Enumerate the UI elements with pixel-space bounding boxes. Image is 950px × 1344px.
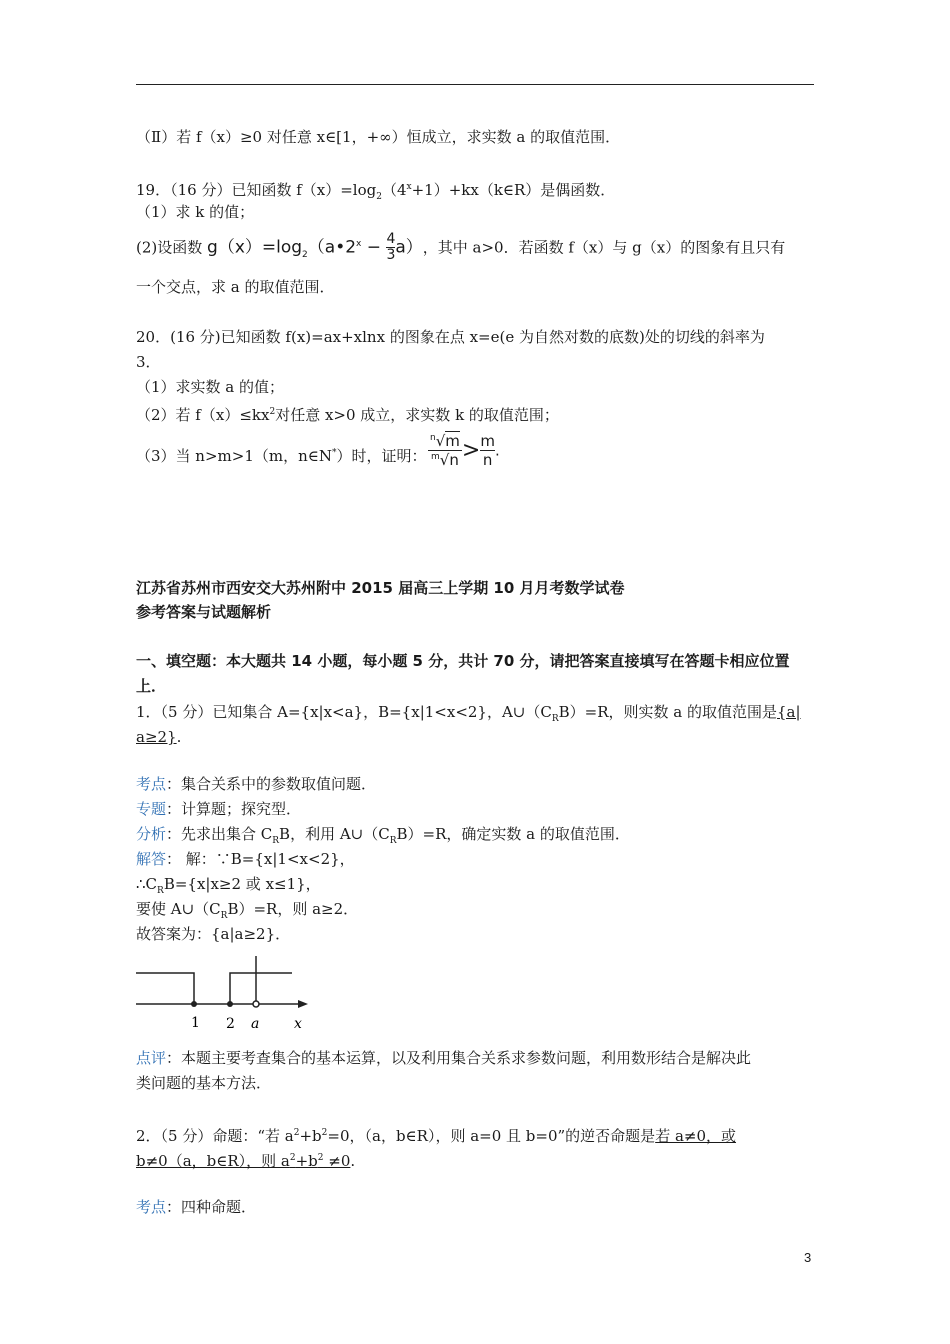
range-left bbox=[136, 973, 194, 1004]
a1-stem-cont: a≥2}. bbox=[136, 728, 182, 746]
a1-dianping-cont: 类问题的基本方法． bbox=[136, 1074, 272, 1092]
a1-fenxi: 分析：先求出集合 $C_RB$，利用 $A\cup(C_RB)=R$，确定实数 a 的取值范围． bbox=[136, 825, 630, 846]
label-1: 1 bbox=[191, 1015, 200, 1031]
point-1 bbox=[191, 1001, 197, 1007]
a1-step3: 要使 $A\cup(C_RB)=R$，则 a≥2． bbox=[136, 900, 359, 921]
q20-part2: （2）若 $f(x)\le kx^2$对任意 x>0 成立，求实数 k 的取值范围； bbox=[136, 406, 559, 424]
section1-heading: 一、填空题：本大题共 14 小题，每小题 5 分，共计 70 分，请把答案直接填写在答题卡相应位置 bbox=[136, 652, 790, 670]
q19-part1: （1）求 k 的值； bbox=[136, 203, 255, 221]
header-rule bbox=[136, 84, 814, 85]
q19-stem: 19．（16 分）已知函数 $f(x)=\log_2(4^x+1)+kx(k\in R)$是偶函数． bbox=[136, 181, 616, 202]
a1-jieda: 解答： 解：∵B={x|1<x<2}， bbox=[136, 850, 355, 868]
q19-part2-cont: 一个交点，求 a 的取值范围． bbox=[136, 278, 335, 296]
a1-zhuanti: 专题：计算题；探究型． bbox=[136, 800, 302, 818]
a2-kaodian: 考点：四种命题． bbox=[136, 1198, 257, 1216]
label-2: 2 bbox=[226, 1016, 235, 1032]
a2-stem: 2．（5 分）命题：“若 $a^2+b^2=0$，（a，b∈R），则 a=0 且 b=0”的逆否命题是若 a≠0，或 bbox=[136, 1127, 737, 1145]
a2-stem-cont: b≠0（a，b∈R），则 $a^2+b^2 \ne 0$. bbox=[136, 1152, 356, 1170]
range-right bbox=[230, 973, 292, 1004]
a1-kaodian: 考点：集合关系中的参数取值问题． bbox=[136, 775, 377, 793]
a1-dianping: 点评：本题主要考查集合的基本运算，以及利用集合关系求参数问题，利用数形结合是解决此 bbox=[136, 1049, 752, 1067]
page-number: 3 bbox=[804, 1250, 812, 1265]
a1-step2: $\therefore C_RB=\{x|x\ge 2$ 或 x≤1}， bbox=[136, 875, 321, 896]
axis-arrow bbox=[298, 1000, 308, 1008]
q20-stem: 20．(16 分)已知函数 f(x)=ax+xlnx 的图象在点 x=e(e 为自然对数的底数)处的切线的斜率为 bbox=[136, 328, 765, 346]
point-a bbox=[253, 1001, 259, 1007]
q19-formula: $g(x)=\log_2(a•2^x$ − $\frac{4}{3}$ a） bbox=[207, 231, 423, 263]
label-a: a bbox=[251, 1016, 260, 1032]
q20-part1: （1）求实数 a 的值； bbox=[136, 378, 285, 396]
a1-stem: 1．（5 分）已知集合 A={x|x<a}，B={x|1<x<2}，$A\cup(C_RB)=R$，则实数 a 的取值范围是{a| bbox=[136, 703, 801, 724]
q18-part2: （Ⅱ）若 f（x）≥0 对任意 x∈[1，+∞）恒成立，求实数 a 的取值范围． bbox=[136, 128, 621, 146]
number-line-diagram bbox=[136, 952, 316, 1032]
q20-stem-cont: 3． bbox=[136, 353, 161, 371]
q20-inequality: $\frac{^n√m}{^m√n}$ > $\frac{m}{n}$ . bbox=[430, 432, 500, 469]
section1-heading-cont: 上． bbox=[136, 677, 167, 695]
a1-answer: 故答案为：{a|a≥2}． bbox=[136, 925, 291, 943]
answer-title: 江苏省苏州市西安交大苏州附中 2015 届高三上学期 10 月月考数学试卷 bbox=[136, 579, 625, 597]
point-2 bbox=[227, 1001, 233, 1007]
answer-subtitle: 参考答案与试题解析 bbox=[136, 603, 272, 621]
q19-part2: (2)设函数 $g(x)=\log_2(a•2^x$ − $\frac{4}{3}$ a），其中 a>0．若函数 f（x）与 g（x）的图象有且只有 bbox=[136, 231, 786, 263]
q20-part3: （3）当 n>m>1（m，n∈N*）时，证明： bbox=[136, 447, 427, 465]
label-x: x bbox=[294, 1016, 302, 1032]
